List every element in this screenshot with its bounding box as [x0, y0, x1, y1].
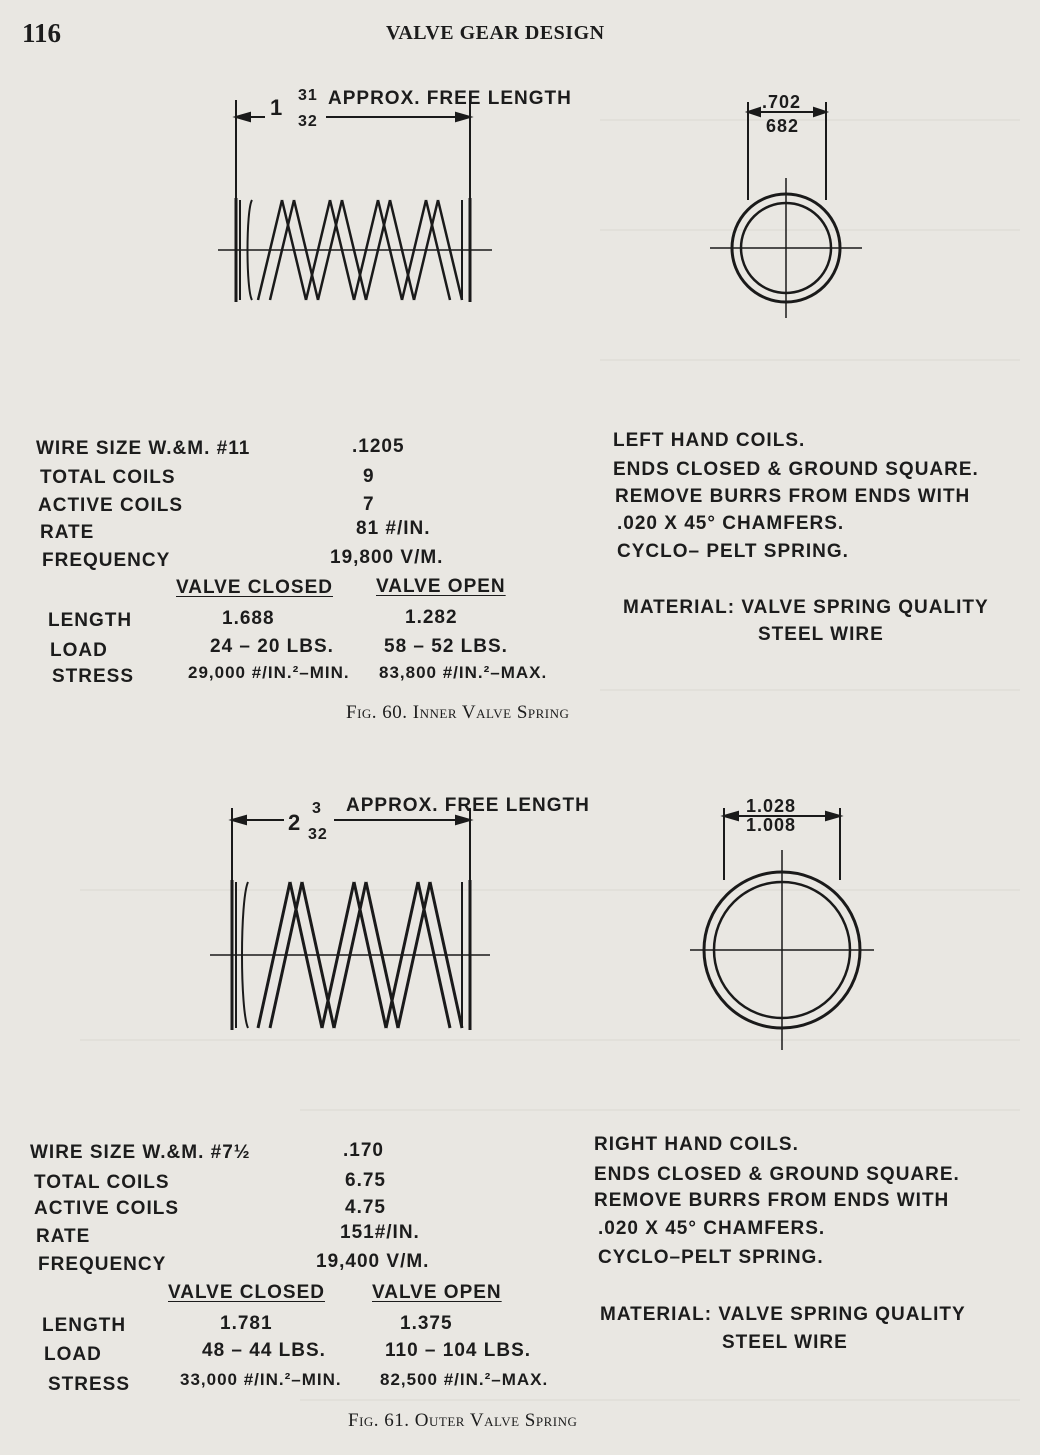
- fig61-note: REMOVE BURRS FROM ENDS WITH: [594, 1190, 950, 1211]
- fig61-row-label: LOAD: [44, 1344, 102, 1365]
- fig61-diameter-inner: 1.008: [746, 815, 797, 835]
- fig60-free-length-whole: 1: [270, 95, 284, 120]
- fig60-spec-label: RATE: [40, 522, 95, 543]
- fig60-material: MATERIAL: VALVE SPRING QUALITY: [623, 597, 989, 618]
- running-title: VALVE GEAR DESIGN: [386, 22, 605, 44]
- fig61-note: ENDS CLOSED & GROUND SQUARE.: [594, 1164, 960, 1185]
- fig61-diameter-outer: 1.028: [746, 796, 797, 816]
- fig61-free-length-num: 3: [312, 800, 322, 817]
- fig60-row-closed: 29,000 #/IN.²–MIN.: [188, 663, 350, 682]
- fig61-row-label: LENGTH: [42, 1315, 127, 1336]
- fig60-diameter-inner: 682: [766, 116, 800, 136]
- fig60-spec-label: FREQUENCY: [42, 550, 171, 571]
- fig61-row-open: 82,500 #/IN.²–MAX.: [380, 1370, 549, 1389]
- fig60-spec-value: 19,800 V/M.: [330, 547, 444, 568]
- fig61-row-closed: 48 – 44 LBS.: [202, 1340, 326, 1361]
- fig61-spec-value: .170: [343, 1140, 384, 1161]
- fig60-free-length-num: 31: [298, 87, 318, 104]
- fig61-row-closed: 33,000 #/IN.²–MIN.: [180, 1370, 342, 1389]
- fig61-note: RIGHT HAND COILS.: [594, 1134, 799, 1155]
- fig60-col-open: VALVE OPEN: [376, 576, 506, 597]
- fig60-spec-value: 7: [363, 494, 375, 515]
- fig60-free-length-den: 32: [298, 113, 318, 130]
- fig61-spec-label: FREQUENCY: [38, 1254, 167, 1275]
- fig61-col-open: VALVE OPEN: [372, 1282, 502, 1303]
- fig61-caption: Fig. 61. Outer Valve Spring: [348, 1410, 578, 1431]
- fig61-free-length-whole: 2: [288, 810, 302, 835]
- fig61-row-open: 1.375: [400, 1313, 453, 1334]
- fig60-row-label: LOAD: [50, 640, 108, 661]
- fig61-col-closed: VALVE CLOSED: [168, 1282, 325, 1303]
- fig60-spec-label: TOTAL COILS: [40, 467, 176, 488]
- fig61-spec-label: RATE: [36, 1226, 91, 1247]
- fig60-row-open: 58 – 52 LBS.: [384, 636, 508, 657]
- fig60-spec-value: .1205: [352, 436, 405, 457]
- fig61-material-2: STEEL WIRE: [722, 1332, 848, 1353]
- fig61-spec-label: TOTAL COILS: [34, 1172, 170, 1193]
- fig61-spec-value: 19,400 V/M.: [316, 1251, 430, 1272]
- fig60-row-closed: 24 – 20 LBS.: [210, 636, 334, 657]
- fig60-row-open: 1.282: [405, 607, 458, 628]
- fig60-material-2: STEEL WIRE: [758, 624, 884, 645]
- fig60-note: REMOVE BURRS FROM ENDS WITH: [615, 486, 971, 507]
- fig60-free-length-label: APPROX. FREE LENGTH: [328, 88, 572, 109]
- fig61-spec-value: 151#/IN.: [340, 1222, 420, 1243]
- fig61-free-length-den: 32: [308, 826, 328, 843]
- fig60-row-open: 83,800 #/IN.²–MAX.: [379, 663, 548, 682]
- fig61-note: CYCLO–PELT SPRING.: [598, 1247, 824, 1268]
- fig61-spec-value: 4.75: [345, 1197, 386, 1218]
- fig60-note: .020 X 45° CHAMFERS.: [617, 513, 845, 534]
- fig61-spec-label: ACTIVE COILS: [34, 1198, 180, 1219]
- fig60-note: ENDS CLOSED & GROUND SQUARE.: [613, 459, 979, 480]
- page-number: 116: [22, 18, 62, 48]
- fig60-row-label: LENGTH: [48, 610, 133, 631]
- fig61-free-length-label: APPROX. FREE LENGTH: [346, 795, 590, 816]
- fig60-row-closed: 1.688: [222, 608, 275, 629]
- fig61-material: MATERIAL: VALVE SPRING QUALITY: [600, 1304, 966, 1325]
- fig60-col-closed: VALVE CLOSED: [176, 577, 333, 598]
- fig60-note: CYCLO– PELT SPRING.: [617, 541, 849, 562]
- fig60-note: LEFT HAND COILS.: [613, 430, 806, 451]
- fig60-row-label: STRESS: [52, 666, 135, 687]
- fig60-caption: Fig. 60. Inner Valve Spring: [346, 702, 570, 723]
- fig61-spec-value: 6.75: [345, 1170, 386, 1191]
- fig60-spec-value: 81 #/IN.: [356, 518, 431, 539]
- fig60-spec-label: WIRE SIZE W.&M. #11: [36, 438, 251, 459]
- fig60-diameter-outer: .702: [762, 92, 802, 112]
- fig61-row-open: 110 – 104 LBS.: [385, 1340, 532, 1361]
- fig61-spec-label: WIRE SIZE W.&M. #7½: [30, 1142, 251, 1163]
- fig61-row-label: STRESS: [48, 1374, 131, 1395]
- fig60-spec-label: ACTIVE COILS: [38, 495, 184, 516]
- fig60-spec-value: 9: [363, 466, 375, 487]
- fig61-note: .020 X 45° CHAMFERS.: [598, 1218, 826, 1239]
- fig61-row-closed: 1.781: [220, 1313, 273, 1334]
